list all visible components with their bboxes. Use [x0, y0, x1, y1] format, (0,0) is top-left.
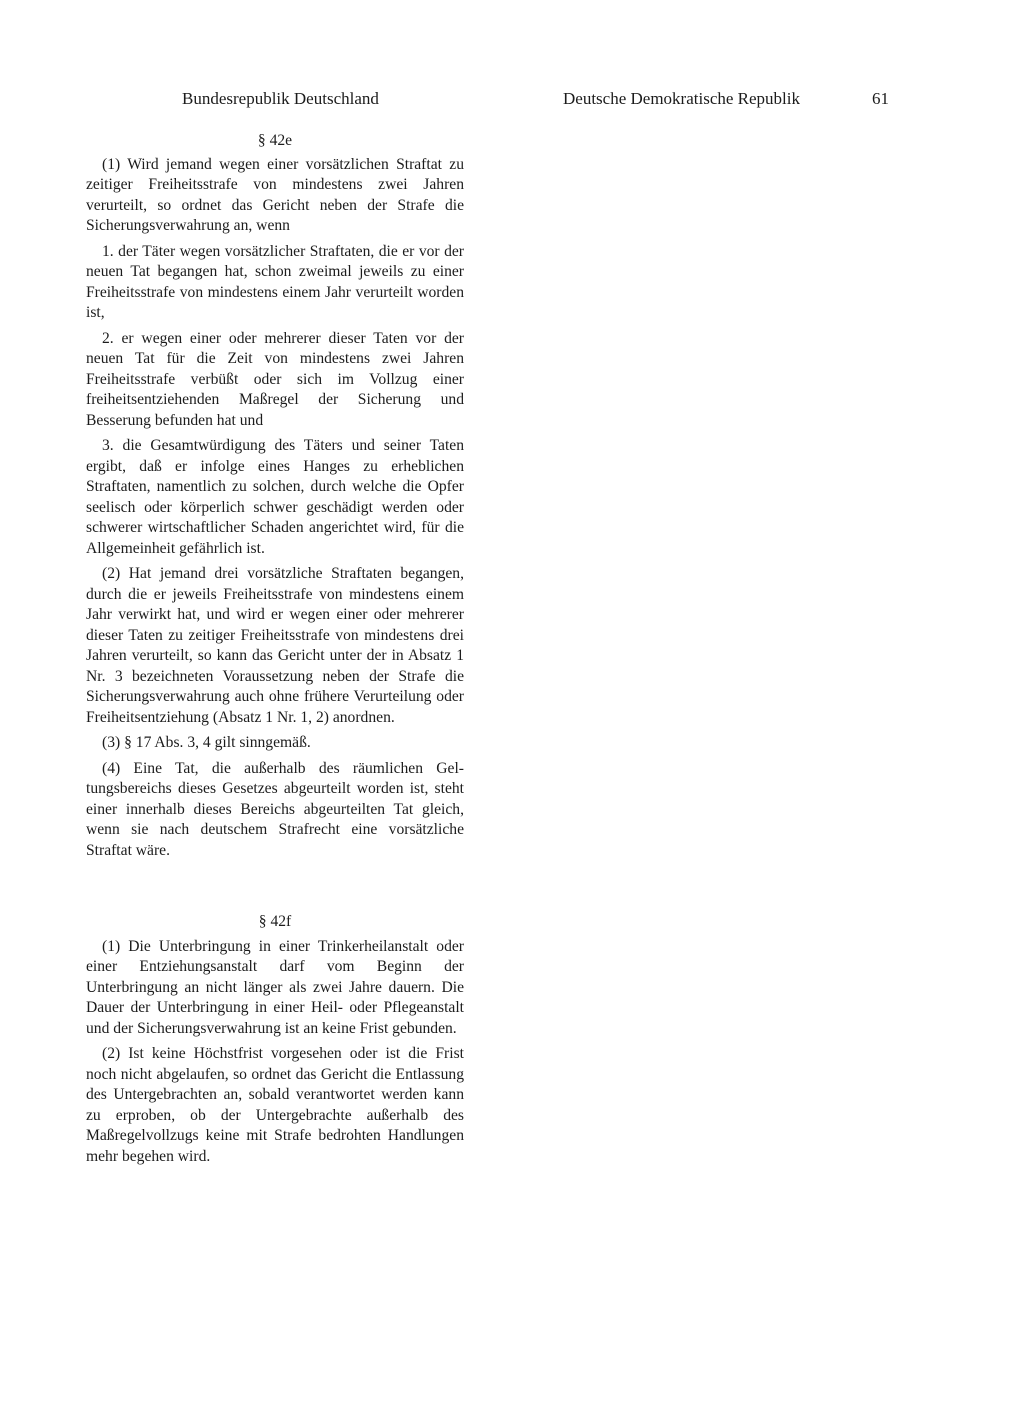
paragraph: 1. der Täter wegen vorsätzlicher Straftaten, die er vor der neuen Tat begangen hat, schon zweimal jeweils zu einer Freiheitsstrafe von mindestens einem Jahr verurteilt worden ist, — [86, 242, 464, 321]
header-left-title: Bundesrepublik Deutschland — [182, 89, 379, 108]
header-right-title: Deutsche Demokratische Republik — [563, 89, 800, 108]
paragraph: (1) Die Unterbringung in einer Trinkerheilanstalt oder einer Entziehungsanstalt darf vom Beginn der Unterbringung an nicht länger als zwei Jahre dauern. Die Dauer der Unterbringung in einer Heil- oder Pflegeanstalt und der Sicherungsverwahrung ist an keine Frist gebunden. — [86, 937, 464, 1037]
section-42e — [86, 131, 464, 866]
paragraph: (3) § 17 Abs. 3, 4 gilt sinngemäß. — [102, 734, 311, 751]
paragraph: (2) Hat jemand drei vorsätzliche Straftaten begangen, durch die er jeweils Freiheitsstrafe von mindestens einem Jahr verwirkt hat, und wird er wegen einer oder mehrerer dieser Taten zu zeitiger Freiheitsstrafe von mindestens drei Jahren verurteilt, so kann das Gericht unter der in Absatz 1 Nr. 3 bezeichneten Voraussetzung neben der Strafe die Sicherungsverwahrung auch ohne frühere Verurteilung oder Freiheitsentziehung (Absatz 1 Nr. 1, 2) anordnen. — [86, 565, 464, 726]
paragraph: (2) Ist keine Höchstfrist vorgesehen oder ist die Frist noch nicht abgelaufen, so ordnet das Gericht die Entlassung des Untergebrachten an, sobald verantwortet werden kann zu erproben, ob der Untergebrachte außerhalb des Maßregelvollzugs keine mit Strafe bedrohten Handlungen mehr begehen wird. — [86, 1045, 464, 1165]
paragraph: (4) Eine Tat, die außerhalb des räumlichen Geltungsbereichs dieses Gesetzes abgeurteilt worden ist, steht einer innerhalb dieses Bereichs abgeurteilten Tat gleich, wenn sie nach deutschem Strafrecht eine vorsätzliche Straftat wäre. — [86, 759, 464, 859]
paragraph: 3. die Gesamtwürdigung des Täters und seiner Taten ergibt, daß er infolge eines Hanges zu erheblichen Straftaten, namentlich zu solchen, durch welche die Opfer seelisch oder körperlich schwer geschädigt werden oder schwerer wirtschaftlicher Schaden angerichtet wird, für die Allgemeinheit gefährlich ist. — [86, 437, 464, 557]
section-42f — [86, 912, 464, 1172]
paragraph: 2. er wegen einer oder mehrerer dieser Taten vor der neuen Tat für die Zeit von mindestens zwei Jahren Freiheitsstrafe verbüßt oder sich im Vollzug einer freiheitsentziehenden Maßregel der Sicherung und Besserung befunden hat und — [86, 329, 464, 429]
section-title: § 42e — [257, 132, 293, 149]
paragraph: (1) Wird jemand wegen einer vorsätzlichen Straftat zu zeitiger Freiheitsstrafe von mindestens zwei Jahren verurteilt, so ordnet das Gericht neben der Strafe die Sicherungsverwahrung an, wenn — [86, 155, 464, 234]
section-title: § 42f — [258, 913, 292, 930]
page-number: 61 — [872, 89, 889, 108]
